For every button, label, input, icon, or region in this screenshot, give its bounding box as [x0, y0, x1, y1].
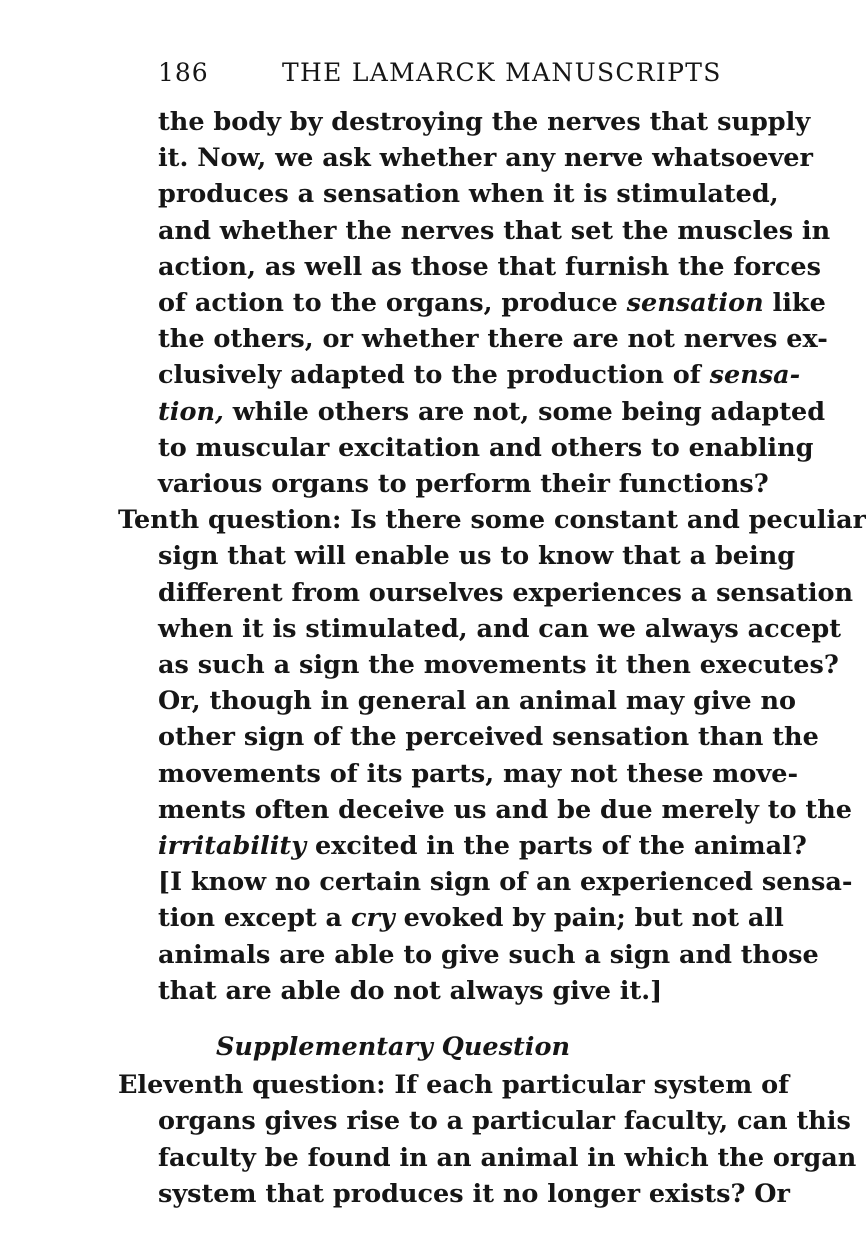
text-line: [158, 357, 801, 393]
text-line: Eleventh question: If each particular system of: [118, 1070, 790, 1101]
paragraph-tenth-question: [118, 502, 866, 1009]
italic-term: tion,: [158, 396, 224, 427]
text-line: [158, 828, 807, 864]
section-subheading: Supplementary Question: [215, 1032, 571, 1063]
text-line: animals are able to give such a sign and those: [158, 939, 819, 970]
running-title: THE LAMARCK MANUSCRIPTS: [282, 58, 722, 87]
text-line: Tenth question: Is there some constant and peculiar: [118, 505, 866, 536]
text-span: clusively adapted to the production of: [158, 360, 701, 391]
text-span: excited in the parts of the animal?: [314, 831, 807, 862]
italic-term: irritability: [158, 831, 307, 862]
text-line: different from ourselves experiences a sensation: [158, 577, 854, 608]
text-span: of action to the organs, produce: [158, 288, 618, 319]
text-line: produces a sensation when it is stimulated,: [158, 179, 779, 210]
text-span: evoked by pain; but not all: [403, 903, 784, 934]
text-span: like: [772, 288, 826, 319]
text-line: that are able do not always give it.]: [158, 975, 663, 1006]
text-line: [I know no certain sign of an experienced sensa-: [158, 867, 853, 898]
paragraph-eleventh-question: [118, 1067, 857, 1212]
text-line: when it is stimulated, and can we always accept: [158, 613, 841, 644]
text-line: various organs to perform their functions?: [158, 469, 769, 500]
text-span: while others are not, some being adapted: [232, 396, 826, 427]
text-line: Or, though in general an animal may give no: [158, 686, 797, 717]
italic-term: sensa-: [709, 360, 801, 391]
text-span: tion except a: [158, 903, 343, 934]
text-line: action, as well as those that furnish the forces: [158, 251, 821, 282]
text-line: [158, 900, 784, 936]
text-line: other sign of the perceived sensation than the: [158, 722, 819, 753]
text-line: to muscular excitation and others to enabling: [158, 432, 814, 463]
text-line: ments often deceive us and be due merely to the: [158, 794, 852, 825]
text-line: the others, or whether there are not nerves ex-: [158, 324, 828, 355]
text-line: system that produces it no longer exists? Or: [158, 1178, 790, 1209]
italic-term: cry: [350, 903, 395, 934]
text-line: sign that will enable us to know that a being: [158, 541, 796, 572]
text-line: it. Now, we ask whether any nerve whatsoever: [158, 143, 813, 174]
text-line: movements of its parts, may not these move-: [158, 758, 799, 789]
text-line: the body by destroying the nerves that supply: [158, 107, 811, 137]
text-line: organs gives rise to a particular faculty, can this: [158, 1106, 851, 1137]
page-number: 186: [158, 58, 209, 87]
text-line: [158, 285, 826, 321]
running-header: [0, 58, 800, 98]
paragraph-continued: [158, 104, 831, 502]
text-line: as such a sign the movements it then executes?: [158, 650, 839, 681]
body-text: [118, 104, 866, 1212]
italic-term: sensation: [626, 288, 764, 319]
text-line: [158, 394, 826, 430]
text-line: and whether the nerves that set the muscles in: [158, 215, 831, 246]
text-line: faculty be found in an animal in which the organ: [158, 1142, 857, 1173]
